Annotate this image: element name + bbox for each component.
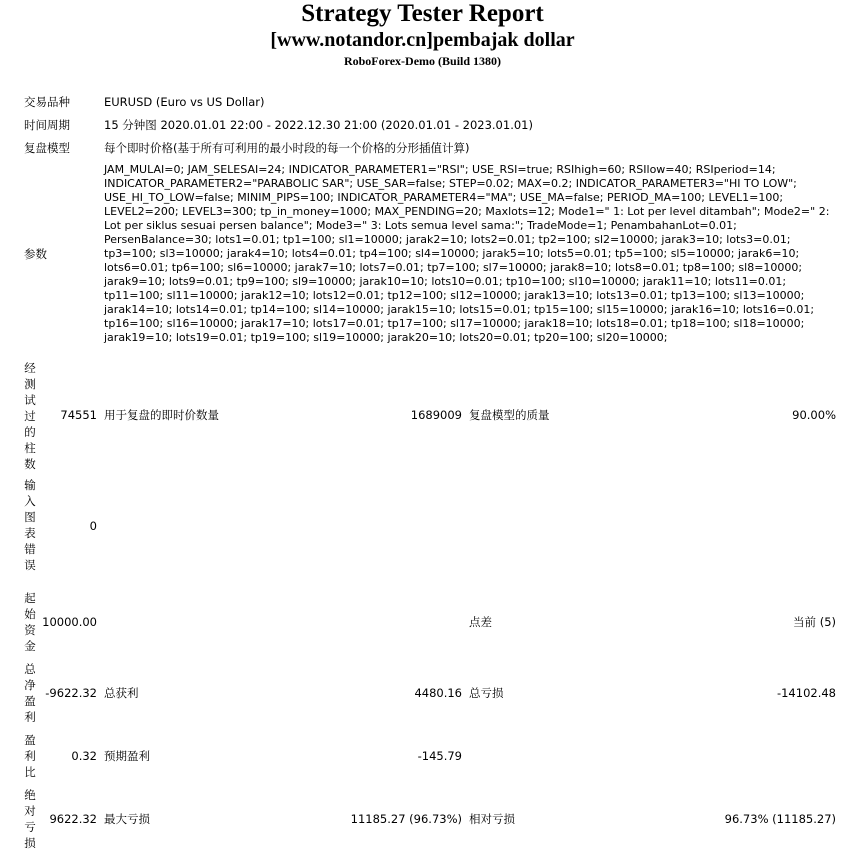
abs-drawdown-value: 9622.32: [49, 812, 97, 826]
params-value: JAM_MULAI=0; JAM_SELESAI=24; INDICATOR_PARAMETER1="RSI"; USE_RSI=true; RSIhigh=60; RSIlow=40; RSIperiod=14; INDICATOR_PARAMETER2="PARABOLIC SAR"; USE_SAR=false; STEP=0.02; MAX=0.2; INDICATOR_PARAMETER3="HI TO LOW"; USE_HI_TO_LOW=false; MINIM_PIPS=100; INDICATOR_PARAMETER4="MA"; USE_MA=false; PERIOD_MA=100; LEVEL1=100; LEVEL2=200; LEVEL3=300; tp_in_money=1000; MAX_PENDING=20; Maxlots=12; Mode1=" 1: Lot per level ditambah"; Mode2=" 2: Lot per siklus sesuai persen balance"; Mode3=" 3: Lots semua level sama:"; TradeMode=1; PenambahanLot=0.01; PersenBalance=30; lots1=0.01; tp1=100; sl1=10000; jarak2=10; lots2=0.01; tp2=100; sl2=10000; jarak3=10; lots3=0.01; tp3=100; sl3=10000; jarak4=10; lots4=0.01; tp4=100; sl4=10000; jarak5=10; lots5=0.01; tp5=100; sl5=10000; jarak6=10; lots6=0.01; tp6=100; sl6=10000; jarak7=10; lots7=0.01; tp7=100; sl7=10000; jarak8=10; lots8=0.01; tp8=100; sl8=10000; jarak9=10; lots9=0.01; tp9=100; sl9=10000; jarak10=10; lots10=0.01; tp10=100; sl10=10000; jarak11=10; lots11=0.01; tp11=100; sl11=10000; jarak12=10; lots12=0.01; tp12=100; sl12=10000; jarak13=10; lots13=0.01; tp13=100; sl13=10000; jarak14=10; lots14=0.01; tp14=100; sl14=10000; jarak15=10; lots15=0.01; tp15=100; sl15=10000; jarak16=10; lots16=0.01; tp16=100; sl16=10000; jarak17=10; lots17=0.01; tp17=100; sl17=10000; jarak18=10; lots18=0.01; tp18=100; sl18=10000; jarak19=10; lots19=0.01; tp19=100; sl19=10000; jarak20=10; lots20=0.01; tp20=100; sl20=10000;: [104, 163, 830, 344]
period-label: 时间周期: [24, 118, 70, 132]
model-value: 每个即时价格(基于所有可利用的最小时段的每一个价格的分形插值计算): [104, 141, 470, 155]
expected-payoff-value: -145.79: [417, 749, 462, 763]
bars-label: 经 测 试 过 的 柱 数: [24, 361, 36, 471]
expected-payoff-label: 预期盈利: [104, 749, 150, 763]
report-build: RoboForex-Demo (Build 1380): [343, 54, 502, 68]
bars-value: 74551: [60, 408, 97, 422]
deposit-label: 起 始 资 金: [24, 591, 36, 653]
ticks-value: 1689009: [410, 408, 462, 422]
spread-value: 当前 (5): [793, 615, 836, 629]
net-profit-label: 总 净 盈 利: [24, 662, 36, 724]
spread-label: 点差: [469, 615, 492, 629]
abs-drawdown-label: 绝 对 亏 损: [24, 788, 36, 850]
report-header: [0, 0, 845, 69]
gross-loss-value: -14102.48: [776, 686, 836, 700]
max-drawdown-label: 最大亏损: [104, 812, 150, 826]
errors-value: 0: [89, 519, 97, 533]
report-title: Strategy Tester Report: [301, 0, 544, 27]
ticks-label: 用于复盘的即时价数量: [104, 408, 219, 422]
gross-profit-value: 4480.16: [414, 686, 462, 700]
quality-value: 90.00%: [792, 408, 836, 422]
quality-label: 复盘模型的质量: [469, 408, 550, 422]
params-label: 参数: [24, 247, 47, 261]
symbol-value: EURUSD (Euro vs US Dollar): [104, 95, 265, 109]
model-label: 复盘模型: [24, 141, 70, 155]
rel-drawdown-label: 相对亏损: [469, 812, 515, 826]
net-profit-value: -9622.32: [45, 686, 97, 700]
gross-profit-label: 总获利: [104, 686, 139, 700]
symbol-label: 交易品种: [24, 95, 70, 109]
period-value: 15 分钟图 2020.01.01 22:00 - 2022.12.30 21:00 (2020.01.01 - 2023.01.01): [104, 118, 533, 132]
deposit-value: 10000.00: [42, 615, 97, 629]
max-drawdown-value: 11185.27 (96.73%): [350, 812, 462, 826]
profit-factor-value: 0.32: [71, 749, 97, 763]
profit-factor-label: 盈 利 比: [24, 733, 36, 779]
gross-loss-label: 总亏损: [469, 686, 504, 700]
report-subtitle: [www.notandor.cn]pembajak dollar: [270, 29, 575, 51]
errors-label: 输 入 图 表 错 误: [24, 478, 36, 572]
rel-drawdown-value: 96.73% (11185.27): [724, 812, 836, 826]
